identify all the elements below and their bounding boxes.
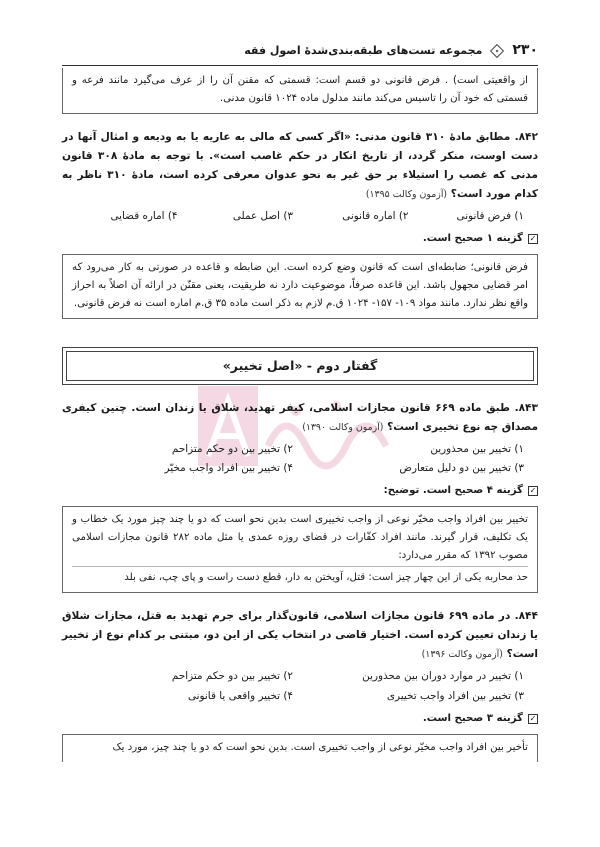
question-body: طبق ماده ۶۶۹ قانون مجازات اسلامی، کیفر تهدید، شلاق یا زندان است. چنین کیفری مصداق چه نوع تخییری است؟	[62, 401, 538, 433]
answer-text: گزینه ۱ صحیح است.	[422, 233, 523, 245]
question-843	[62, 399, 538, 594]
explanation-text: تخییر بین افراد واجب مخیّر نوعی از واجب تخییری است بدین نحو است که دو یا چند چیز مورد یک خطاب و یک تکلیف، قرار گیرند. مانند افراد کفّارات در قضای روزه عمدی یا مثل ماده ۲۸۲ قانون مجازات اسلامی مصوب ۱۳۹۲ که مقرر می‌دارد:	[72, 513, 528, 561]
checkbox-check-icon: ✓	[529, 713, 537, 723]
option-2: ۲) اماره قانونی	[342, 209, 409, 222]
option-3: ۳) تخییر بین دو دلیل متعارض	[399, 461, 524, 474]
answer-line	[62, 230, 538, 248]
book-title: مجموعه تست‌های طبقه‌بندی‌شدهٔ اصول فقه	[244, 43, 483, 57]
checkbox-check-icon: ✓	[529, 485, 537, 495]
question-body: در ماده ۶۹۹ قانون مجازات اسلامی، قانون‌گذار برای جرم تهدید به قتل، مجازات شلاق یا زندان تعیین کرده است. اختیار قاضی در انتخاب یکی از این دو، مبتنی بر کدام نوع از تخییر است؟	[62, 610, 538, 661]
question-number: ۸۴۴.	[514, 610, 538, 623]
question-body: مطابق مادهٔ ۳۱۰ قانون مدنی: «اگر کسی که مالی به عاریه یا به ودیعه و امثال آنها در دست اوست، منکر گردد، از تاریخ انکار در حکم غاصب است». با توجه به مادهٔ ۳۰۸ قانون مدنی که غصب را استیلاء بر حق غیر به نحو عدوان معرفی کرده است، مادهٔ ۳۱۰ ناظر به کدام مورد است؟	[62, 130, 539, 200]
explanation-text: تأخیر بین افراد واجب مخیّر نوعی از واجب تخییری است. بدین نحو است که دو یا چند چیز، مورد یک	[112, 741, 528, 753]
options-list	[62, 667, 538, 704]
answer-text: گزینه ۴ صحیح است. توضیح:	[383, 485, 523, 497]
option-2: ۲) تخییر بین دو حکم متزاحم	[171, 670, 293, 683]
option-1: ۱) تخییر بین محذورین	[430, 442, 524, 455]
question-text	[62, 607, 538, 664]
question-source: (آزمون وکالت ۱۳۹۵)	[365, 188, 448, 200]
explanation-box	[62, 734, 538, 762]
options-list	[62, 207, 538, 225]
option-4: ۴) اماره قضایی	[110, 209, 178, 222]
section-heading: گفتار دوم - «اصل تخییر»	[66, 351, 534, 381]
question-842	[62, 128, 538, 319]
checkbox-check-icon: ✓	[529, 234, 537, 244]
option-4: ۴) تخییر واقعی یا قانونی	[187, 689, 293, 702]
explanation-text-2: حد محاربه یکی از این چهار چیز است: قتل، آویختن به دار، قطع دست راست و پای چپ، نفی بلد	[124, 572, 528, 584]
answer-text: گزینه ۳ صحیح است.	[422, 712, 523, 724]
question-number: ۸۴۲.	[514, 130, 538, 143]
diamond-ornament-icon	[490, 43, 504, 57]
page-content	[62, 68, 538, 762]
option-2: ۲) تخییر بین دو حکم متزاحم	[171, 442, 293, 455]
option-3: ۳) تخییر بین افراد واجب تخییری	[386, 689, 524, 702]
question-text	[62, 128, 538, 204]
explanation-text: از واقعیتی است) . فرض قانونی دو قسم است: قسمتی که مقنن آن را از عرف می‌گیرد مانند فرعه و قسمتی که خود آن را تاسیس می‌کند مانند مدلول ماده ۱۰۲۴ قانون مدنی.	[72, 75, 528, 104]
options-list	[62, 440, 538, 477]
option-1: ۱) فرض قانونی	[456, 209, 524, 222]
header-right	[244, 38, 538, 63]
question-844	[62, 607, 538, 761]
page-number: ۲۳۰	[512, 42, 538, 59]
option-1: ۱) تخییر در موارد دوران بین محذورین	[362, 670, 524, 683]
section-heading-frame	[62, 347, 538, 385]
question-source: (آزمون وکالت ۱۳۹۶)	[421, 649, 503, 661]
page-header	[62, 36, 538, 66]
answer-line	[62, 710, 538, 728]
explanation-box-continued	[62, 68, 538, 114]
explanation-box	[62, 254, 538, 319]
option-4: ۴) تخییر بین افراد واجب مخیّر	[164, 461, 293, 474]
question-source: (آزمون وکالت ۱۳۹۰)	[302, 421, 384, 433]
option-3: ۳) اصل عملی	[232, 209, 293, 222]
answer-line	[62, 482, 538, 500]
explanation-text: فرض قانونی؛ ضابطه‌ای است که قانون وضع کرده است. این ضابطه و قاعده در صورتی به کار می‌رود که امر قضایی مجهول باشد. این قاعده صرفاً، موضوعیت دارد نه طریقیت، یعنی مقنّن در ارائه آن اصلاً به احراز واقع نظر ندارد. مانند مواد ۱۰۹- ۱۵۷- ۱۰۲۴ ق.م لازم به ذکر است ماده ۳۵ ق.م اماره است نه فرض قانونی.	[72, 261, 528, 309]
question-number: ۸۴۳.	[514, 401, 538, 414]
explanation-box	[62, 506, 538, 593]
question-text	[62, 399, 538, 437]
divider	[72, 566, 528, 567]
